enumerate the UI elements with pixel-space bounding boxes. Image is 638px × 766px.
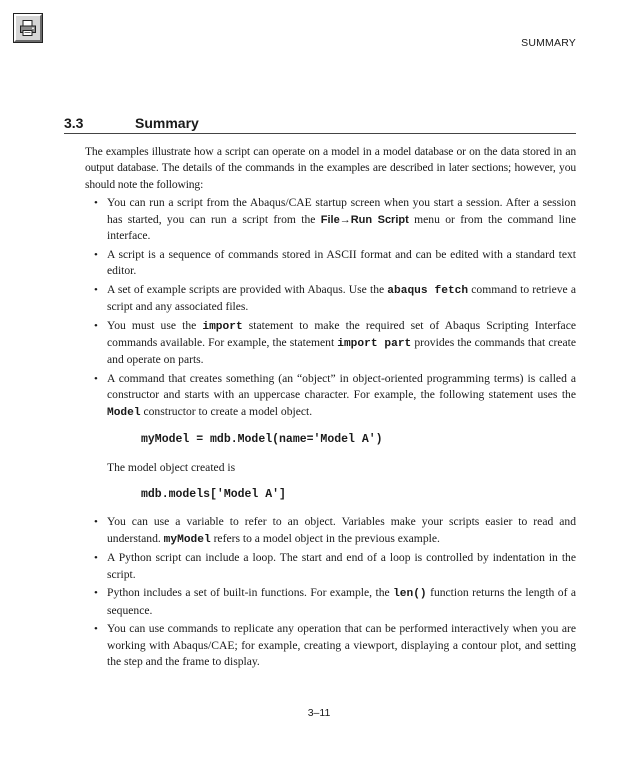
- summary-list-continued: [85, 514, 576, 670]
- bullet-text: Python includes a set of built-in functions. For example, the: [107, 586, 394, 600]
- section-divider: [64, 133, 576, 134]
- model-object-text: The model object created is: [107, 460, 236, 474]
- bullet-text: You can run a script from the Abaqus/CAE startup screen when you start a session. After a session has started, you can run a script from the: [107, 196, 576, 226]
- bullet-text: refers to a model object in the previous example.: [210, 531, 440, 545]
- list-item: [85, 585, 576, 619]
- inline-code: Model: [107, 406, 141, 419]
- list-item: [85, 514, 576, 548]
- menu-path: File→Run Script: [320, 213, 409, 226]
- bullet-text: function returns the length of a sequence.: [107, 586, 576, 617]
- bullet-text: A Python script can include a loop. The start and end of a loop is controlled by indentation in the script.: [107, 551, 576, 581]
- inline-code: abaqus fetch: [387, 284, 469, 297]
- bullet-text: You must use the: [107, 318, 203, 332]
- bullet-text: statement to make the required set of Abaqus Scripting Interface commands available. For example, the statement: [107, 318, 576, 350]
- bullet-text: A command that creates something (an “object” in object-oriented programming terms) is called a constructor and starts with an uppercase character. For example, the following statement uses the: [107, 372, 576, 402]
- section-number: 3.3: [64, 115, 84, 131]
- page-number: 3–11: [307, 707, 331, 719]
- printer-icon-glyph: [19, 19, 37, 37]
- bullet-text: A set of example scripts are provided with Abaqus. Use the: [107, 282, 388, 296]
- printer-icon[interactable]: [14, 14, 42, 42]
- running-header: SUMMARY: [521, 37, 576, 49]
- list-item: [85, 318, 576, 369]
- list-item: [85, 371, 576, 421]
- inline-code: myModel: [163, 533, 211, 546]
- bullet-text: menu or from the command line interface.: [107, 212, 576, 243]
- bullet-text: provides the commands that create and operate on parts.: [107, 336, 576, 367]
- inline-code: import: [202, 320, 243, 333]
- list-item: [85, 195, 576, 244]
- code-example: myModel = mdb.Model(name='Model A'): [141, 433, 383, 447]
- list-item: [85, 282, 576, 316]
- body-content: [85, 144, 576, 673]
- bullet-text: A script is a sequence of commands stored in ASCII format and can be edited with a standard text editor.: [107, 247, 576, 278]
- bullet-text: You can use commands to replicate any operation that can be performed interactively when you are working with Abaqus/CAE; for example, creating a viewport, displaying a contour plot, and setting the step and the frame to display.: [107, 622, 576, 669]
- intro-paragraph: The examples illustrate how a script can operate on a model in a model database or on the data stored in an output database. The details of the commands in the examples are described in later sections; however, you should note the following:: [85, 145, 576, 191]
- code-example: mdb.models['Model A']: [141, 488, 286, 502]
- list-item: [85, 550, 576, 583]
- inline-code: import part: [337, 338, 412, 351]
- bullet-text: constructor to create a model object.: [140, 404, 313, 418]
- list-item: [85, 247, 576, 280]
- inline-code: len(): [393, 588, 427, 601]
- list-item: [85, 621, 576, 670]
- bullet-text: command to retrieve a script and any associated files.: [107, 282, 576, 314]
- summary-list: [85, 195, 576, 421]
- section-title: Summary: [135, 115, 199, 131]
- bullet-text: You can use a variable to refer to an object. Variables make your scripts easier to read and understand.: [107, 515, 576, 545]
